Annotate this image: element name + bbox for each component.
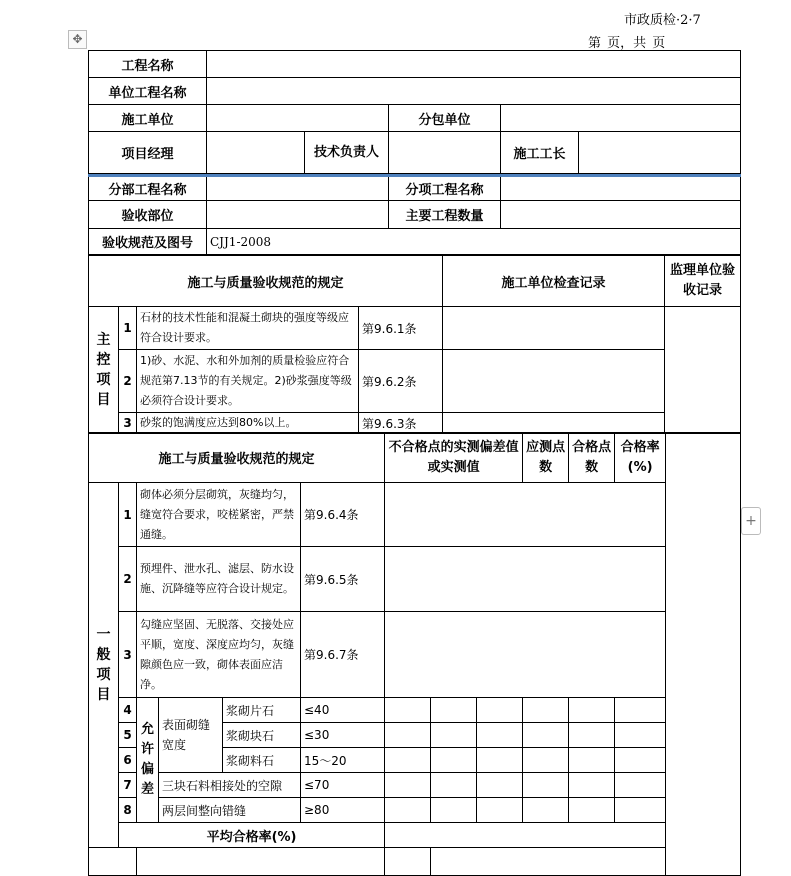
- project-name-field[interactable]: [207, 51, 741, 78]
- item-number: 1: [119, 483, 137, 547]
- spec-label: 验收规范及图号: [89, 229, 207, 255]
- pass-count-cell[interactable]: [569, 773, 615, 798]
- deviation-cell[interactable]: [431, 698, 477, 723]
- item-number: 3: [119, 612, 137, 698]
- item-text: 1)砂、水泥、水和外加剂的质量检验应符合规范第7.13节的有关规定。2)砂浆强度等级必须符合设计要求。: [137, 350, 359, 413]
- deviation-cell[interactable]: [477, 773, 523, 798]
- item-number: 7: [119, 773, 137, 798]
- deviation-cell[interactable]: [477, 723, 523, 748]
- should-count-cell[interactable]: [523, 723, 569, 748]
- pass-count-cell[interactable]: [569, 723, 615, 748]
- pass-rate-cell[interactable]: [615, 748, 666, 773]
- supervisor-record-header: 监理单位验收记录: [665, 256, 741, 307]
- general-supervisor-field[interactable]: [666, 433, 741, 876]
- deviation-header: 不合格点的实测偏差值或实测值: [385, 433, 523, 483]
- construction-unit-label: 施工单位: [89, 105, 207, 132]
- form-code: 市政质检·2·7: [624, 13, 701, 28]
- pass-rate-cell[interactable]: [615, 798, 666, 823]
- signature-cell[interactable]: [137, 848, 385, 876]
- check-record-field[interactable]: [443, 350, 665, 413]
- item-clause: 第9.6.5条: [301, 547, 385, 612]
- item-text: 预埋件、泄水孔、滤层、防水设施、沉降缝等应符合设计规定。: [137, 547, 301, 612]
- pass-rate-cell[interactable]: [615, 698, 666, 723]
- deviation-cell[interactable]: [477, 748, 523, 773]
- should-count-cell[interactable]: [523, 773, 569, 798]
- item-clause: 第9.6.4条: [301, 483, 385, 547]
- subcontract-unit-label: 分包单位: [389, 105, 501, 132]
- should-count-cell[interactable]: [523, 748, 569, 773]
- deviation-cell[interactable]: [431, 723, 477, 748]
- item-record-field[interactable]: [385, 483, 666, 547]
- tolerance-value: ≤30: [301, 723, 385, 748]
- project-name-label: 工程名称: [89, 51, 207, 78]
- sub-item-name-field[interactable]: [501, 176, 741, 201]
- sub-division-name-field[interactable]: [207, 176, 389, 201]
- unit-project-name-field[interactable]: [207, 78, 741, 105]
- item-clause: 第9.6.3条: [359, 413, 443, 434]
- deviation-cell[interactable]: [385, 773, 431, 798]
- pass-count-cell[interactable]: [569, 798, 615, 823]
- item-text: 石材的技术性能和混凝土砌块的强度等级应符合设计要求。: [137, 307, 359, 350]
- tolerance-value: ≤70: [301, 773, 385, 798]
- main-control-label: 主控项目: [89, 307, 119, 434]
- deviation-cell[interactable]: [385, 723, 431, 748]
- item-number: 2: [119, 547, 137, 612]
- deviation-cell[interactable]: [477, 698, 523, 723]
- check-record-field[interactable]: [443, 413, 665, 434]
- deviation-cell[interactable]: [385, 798, 431, 823]
- pass-rate-cell[interactable]: [615, 773, 666, 798]
- average-rate-field[interactable]: [385, 823, 666, 848]
- acceptance-info-table: [88, 174, 741, 255]
- item-number: 2: [119, 350, 137, 413]
- general-items-table: [88, 432, 741, 876]
- unit-project-name-label: 单位工程名称: [89, 78, 207, 105]
- item-number: 4: [119, 698, 137, 723]
- tolerance-value: ≥80: [301, 798, 385, 823]
- acceptance-part-label: 验收部位: [89, 201, 207, 229]
- main-control-table: [88, 255, 741, 434]
- item-clause: 第9.6.1条: [359, 307, 443, 350]
- should-count-cell[interactable]: [523, 798, 569, 823]
- project-manager-label: 项目经理: [89, 132, 207, 174]
- tolerance-type: 浆砌块石: [223, 723, 301, 748]
- deviation-cell[interactable]: [385, 748, 431, 773]
- item-clause: 第9.6.7条: [301, 612, 385, 698]
- deviation-cell[interactable]: [431, 773, 477, 798]
- item-text: 勾缝应坚固、无脱落、交接处应平顺，宽度、深度应均匀，灰缝隙颜色应一致，砌体表面应洁净。: [137, 612, 301, 698]
- item-number: 8: [119, 798, 137, 823]
- page-number-label: 第 页，共 页: [588, 36, 666, 51]
- tolerance-type: 浆砌片石: [223, 698, 301, 723]
- deviation-cell[interactable]: [385, 698, 431, 723]
- signature-cell[interactable]: [431, 848, 666, 876]
- supervisor-record-field[interactable]: [665, 307, 741, 434]
- main-spec-header: 施工与质量验收规范的规定: [89, 256, 443, 307]
- check-record-header: 施工单位检查记录: [443, 256, 665, 307]
- signature-cell[interactable]: [89, 848, 137, 876]
- foreman-label: 施工工长: [501, 132, 579, 174]
- tolerance-label: 允许偏差: [137, 698, 159, 823]
- project-info-table: [88, 50, 741, 174]
- item-number: 1: [119, 307, 137, 350]
- pass-count-cell[interactable]: [569, 698, 615, 723]
- item-text: 砌体必须分层砌筑，灰缝均匀，缝宽符合要求，咬槎紧密，严禁通缝。: [137, 483, 301, 547]
- spec-value[interactable]: CJJ1-2008: [207, 229, 741, 255]
- item-text: 砂浆的饱满度应达到80%以上。: [137, 413, 359, 434]
- should-count-cell[interactable]: [523, 698, 569, 723]
- pass-count-cell[interactable]: [569, 748, 615, 773]
- item-number: 3: [119, 413, 137, 434]
- check-record-field[interactable]: [443, 307, 665, 350]
- general-spec-header: 施工与质量验收规范的规定: [89, 433, 385, 483]
- joint-width-label: 表面砌缝宽度: [159, 698, 223, 773]
- pass-rate-header: 合格率(%): [615, 433, 666, 483]
- item-clause: 第9.6.2条: [359, 350, 443, 413]
- tolerance-type: 浆砌料石: [223, 748, 301, 773]
- pass-rate-cell[interactable]: [615, 723, 666, 748]
- tolerance-value: ≤40: [301, 698, 385, 723]
- sub-division-name-label: 分部工程名称: [89, 176, 207, 201]
- item-record-field[interactable]: [385, 612, 666, 698]
- general-items-label: 一般项目: [89, 483, 119, 848]
- average-rate-label: 平均合格率(%): [119, 823, 385, 848]
- tech-lead-label: 技术负责人: [305, 132, 389, 174]
- tolerance-desc: 两层间整向错缝: [159, 798, 301, 823]
- tolerance-desc: 三块石料相接处的空隙: [159, 773, 301, 798]
- table-move-handle-icon[interactable]: ✥: [68, 30, 87, 49]
- deviation-cell[interactable]: [431, 748, 477, 773]
- item-number: 6: [119, 748, 137, 773]
- should-count-header: 应测点数: [523, 433, 569, 483]
- pass-count-header: 合格点数: [569, 433, 615, 483]
- sub-item-name-label: 分项工程名称: [389, 176, 501, 201]
- tolerance-value: 15～20: [301, 748, 385, 773]
- item-record-field[interactable]: [385, 547, 666, 612]
- signature-cell[interactable]: [385, 848, 431, 876]
- tech-lead-field[interactable]: [389, 132, 501, 174]
- main-quantity-field[interactable]: [501, 201, 741, 229]
- foreman-field[interactable]: [579, 132, 741, 174]
- deviation-cell[interactable]: [431, 798, 477, 823]
- construction-unit-field[interactable]: [207, 105, 389, 132]
- add-row-icon[interactable]: +: [741, 507, 761, 535]
- project-manager-field[interactable]: [207, 132, 305, 174]
- acceptance-part-field[interactable]: [207, 201, 389, 229]
- main-quantity-label: 主要工程数量: [389, 201, 501, 229]
- item-number: 5: [119, 723, 137, 748]
- deviation-cell[interactable]: [477, 798, 523, 823]
- subcontract-unit-field[interactable]: [501, 105, 741, 132]
